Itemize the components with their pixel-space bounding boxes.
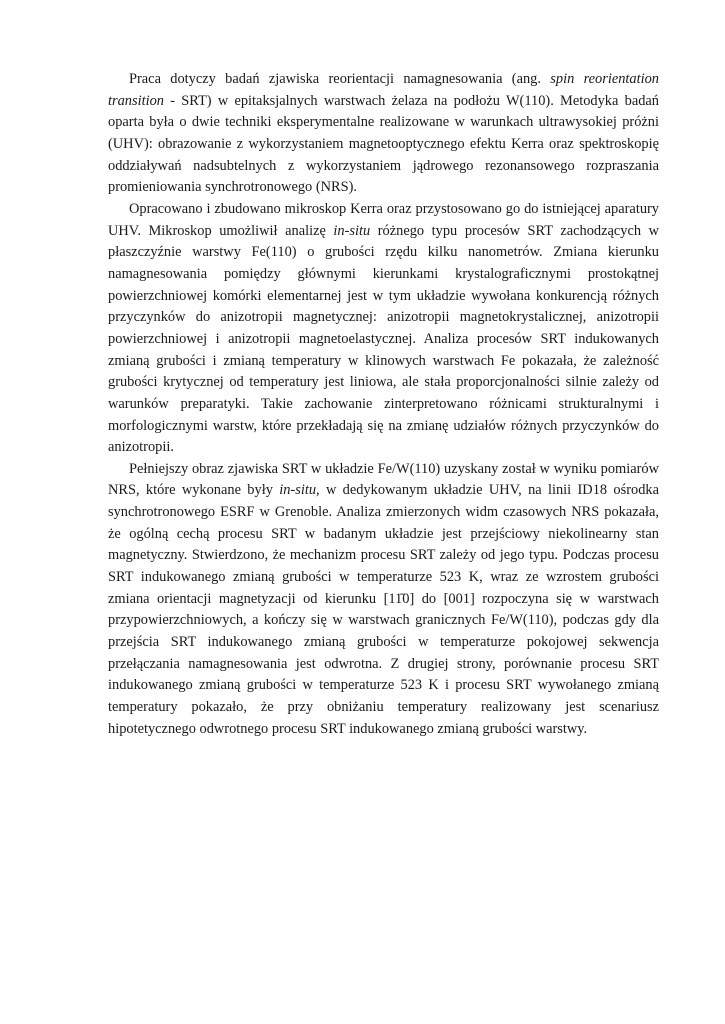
paragraph-2-text: Opracowano i zbudowano mikroskop Kerra oraz przystosowano go do istniejącej aparatury UHV. Mikroskop umożliwił analizę: [108, 200, 659, 239]
paragraph-1-italic-term: spin reorientation transition: [108, 71, 660, 109]
paragraph-2-text-cont: różnego typu procesów SRT zachodzących w płaszczyźnie warstwy Fe(110) o grubości rzędu kilku nanometrów. Zmiana kierunku namagnesowania pomiędzy głównymi kierunkami krystalograficznymi prostokątnej powierzchniowej komórki elementarnej jest w tym układzie wywołana konkurencją różnych przyczynków do anizotropii magnetycznej: anizotropii magnetokrystalicznej, anizotropii powierzchniowej i anizotropii magnetoelastycznej. Analiza procesów SRT indukowanych zmianą grubości i zmianą temperatury w klinowych warstwach Fe pokazała, że zależność grubości krytycznej od temperatury jest liniowa, ale stała proporcjonalności silnie zależy od warunków preparatyki. Takie zachowanie zinterpretowano różnicami strukturalnymi i morfologicznymi warstw, które przekładają się na zmianę udziałów różnych przyczynków do anizotropii.: [108, 222, 659, 456]
paragraph-1-text-cont: - SRT) w epitaksjalnych warstwach żelaza na podłożu W(110). Metodyka badań oparta była o dwie techniki eksperymentalne realizowane w warunkach ultrawysokiej próżni (UHV): obrazowanie z wykorzystaniem magnetooptycznego efektu Kerra oraz spektroskopię oddziaływań nadsubtelnych z wykorzystaniem jądrowego rezonansowego rozpraszania promieniowania synchrotronowego (NRS).: [108, 92, 659, 196]
paragraph-3: [108, 459, 659, 741]
paragraph-1: [108, 69, 659, 199]
paragraph-3-text-cont: , w dedykowanym układzie UHV, na linii ID18 ośrodka synchrotronowego ESRF w Grenoble. Analiza zmierzonych widm czasowych NRS pokazała, że ogólną cechą procesu SRT w badanym układzie jest przejściowy niekolinearny stan magnetyczny. Stwierdzono, że mechanizm procesu SRT zależy od jego typu. Podczas procesu SRT indukowanego zmianą grubości w temperaturze 523 K, wraz ze wzrostem grubości zmiana orientacji magnetyzacji od kierunku [11̄0] do [001] rozpoczyna się w warstwach przypowierzchniowych, a kończy się w warstwach granicznych Fe/W(110), podczas gdy dla przejścia SRT indukowanego zmianą grubości w temperaturze pokojowej sekwencja przełączania namagnesowania jest odwrotna. Z drugiej strony, porównanie procesu SRT indukowanego zmianą grubości w temperaturze 523 K i procesu SRT wywołanego zmianą temperatury pokazało, że przy obniżaniu temperatury realizowany jest scenariusz hipotetycznego odwrotnego procesu SRT indukowanego zmianą grubości warstwy.: [108, 482, 659, 737]
document-page: [108, 69, 659, 740]
paragraph-2: [108, 199, 659, 459]
paragraph-3-italic-term: in-situ: [279, 482, 317, 499]
paragraph-2-italic-term: in-situ: [333, 222, 371, 239]
paragraph-3-text: Pełniejszy obraz zjawiska SRT w układzie Fe/W(110) uzyskany został w wyniku pomiarów NRS, które wykonane były: [108, 460, 659, 499]
paragraph-1-text: Praca dotyczy badań zjawiska reorientacji namagnesowania (ang.: [129, 71, 551, 87]
